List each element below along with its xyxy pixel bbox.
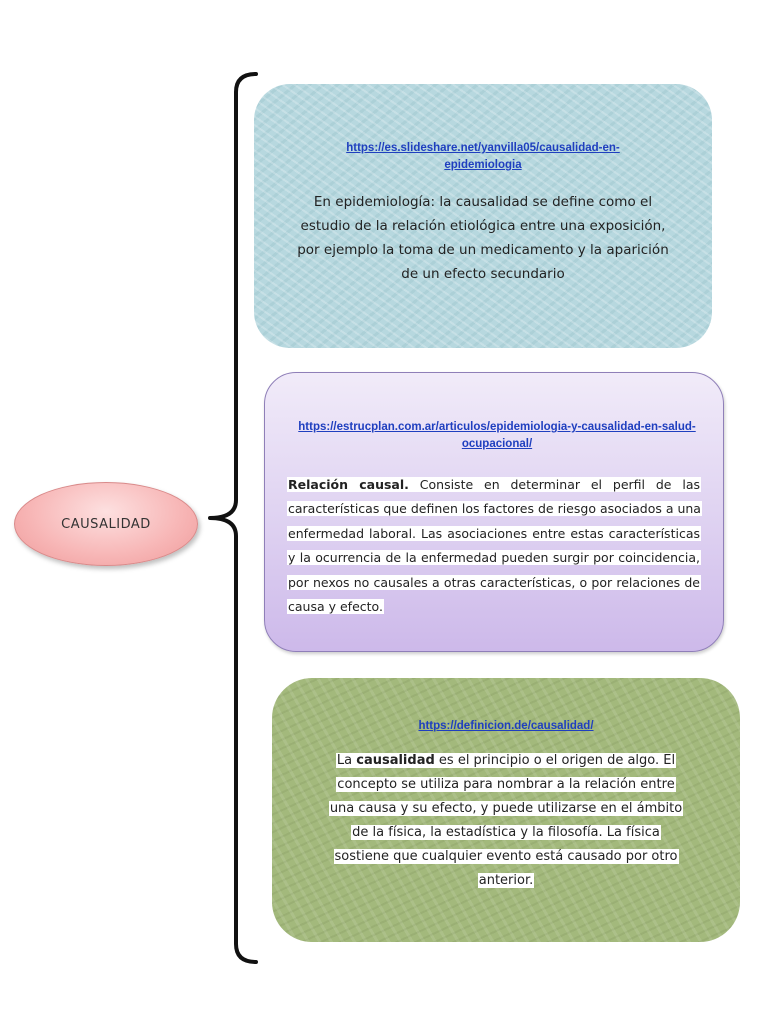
- definicion-link[interactable]: https://definicion.de/causalidad/: [418, 720, 594, 732]
- slideshare-text: En epidemiología: la causalidad se define como el estudio de la relación etiológica entre una exposición, por ejemplo la toma de un medicamento y la aparición de un efecto secundario: [297, 194, 669, 282]
- relacion-causal-bold: Relación causal.: [288, 477, 409, 492]
- definicion-text-before: La: [336, 753, 357, 768]
- definicion-text: [328, 749, 684, 893]
- causalidad-label: CAUSALIDAD: [61, 516, 151, 532]
- causalidad-node: [14, 482, 198, 566]
- causalidad-bold: causalidad: [356, 753, 435, 768]
- estrucplan-text: [287, 473, 701, 619]
- slideshare-link[interactable]: https://es.slideshare.net/yanvilla05/causalidad-en-epidemiologia: [346, 142, 620, 171]
- estrucplan-body: Consiste en determinar el perfil de las características que definen los factores de riesgo asociados a una enfermedad laboral. Las asociaciones entre estas características y la ocurrencia de la enfermedad pueden surgir por coincidencia, por nexos no causales a otras características, o por relaciones de causa y efecto.: [288, 477, 701, 615]
- card-slideshare: [254, 84, 712, 348]
- estrucplan-link[interactable]: https://estrucplan.com.ar/articulos/epidemiologia-y-causalidad-en-salud-ocupacional/: [298, 421, 696, 450]
- card-definicion: [272, 678, 740, 942]
- definicion-text-after: es el principio o el origen de algo. El concepto se utiliza para nombrar a la relación entre una causa y su efecto, y puede utilizarse en el ámbito de la física, la estadística y la filosofía. La física sostiene que cualquier evento está causado por otro anterior.: [329, 753, 683, 888]
- card-estrucplan: [264, 372, 724, 652]
